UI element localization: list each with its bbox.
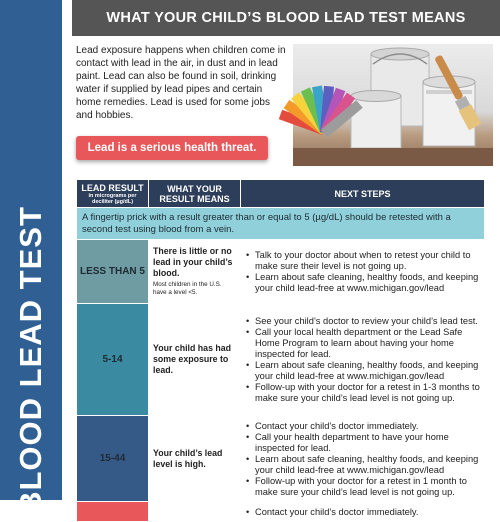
health-threat-badge [76,136,268,160]
table-row [77,416,485,502]
column-header-lead-result-unit: in micrograms per deciliter (µg/dL) [88,192,137,205]
intro-paragraph: Lead exposure happens when children come in contact with lead in the air, in dust and in lead paint. Lead can also be found in soil, drinking water if supplied by lead pipes and certain home remedies. Lead is used for some jobs and hobbies. [76,45,286,121]
column-header-result-means: WHAT YOUR RESULT MEANS [149,180,241,208]
side-title: BLOOD LEAD TEST [13,206,48,514]
table-row [77,502,485,522]
list-item: • Call your health department to have your home inspected for lead. [245,432,480,454]
meaning-text: There is little or no lead in your child’s blood. [153,246,233,278]
list-item: • Contact your child’s doctor immediately. [245,507,480,518]
lead-results-table [76,179,485,522]
list-item: • Follow-up with your doctor for a retest in 1 month to make sure your child’s lead level is not going up. [245,476,480,498]
health-threat-text: Lead is a serious health threat. [87,142,257,154]
table-header-row [77,180,485,208]
next-steps-cell [241,416,485,502]
side-banner [0,0,62,514]
list-item: • Learn about safe cleaning, healthy foods, and keeping your child lead-free at www.michigan.gov/lead [245,360,480,382]
column-header-next-steps: NEXT STEPS [241,180,485,208]
page-header [62,0,500,36]
next-steps-cell [241,304,485,416]
list-item: • Call your local health department or the Lead Safe Home Program to learn about having your home inspected for lead. [245,327,480,360]
list-item: • Follow-up with your doctor for a retest in 1-3 months to make sure your child’s lead level is not going up. [245,382,480,404]
column-header-lead-result-label: LEAD RESULT [81,182,144,193]
meaning-cell [149,502,241,522]
meaning-cell [149,416,241,502]
level-cell: 5-14 [77,304,149,416]
level-cell: 15-44 [77,416,149,502]
paint-cans-swatches-brush-icon [293,44,493,166]
meaning-note: Most children in the U.S. have a level <5. [153,281,222,296]
list-item: • Contact your child’s doctor immediately. [245,421,480,432]
table-row [77,240,485,304]
meaning-cell [149,240,241,304]
retest-note: A fingertip prick with a result greater than or equal to 5 (µg/dL) should be retested with a second test using blood from a vein. [77,208,485,240]
table-row [77,304,485,416]
meaning-text: Your child’s lead level is high. [153,447,223,469]
meaning-cell [149,304,241,416]
list-item: • Talk to your doctor about when to retest your child to make sure their level is not going up. [245,250,480,272]
page-title: WHAT YOUR CHILD’S BLOOD LEAD TEST MEANS [106,10,466,26]
list-item: • Learn about safe cleaning, healthy foods, and keeping your child lead-free at www.michigan.gov/lead [245,454,480,476]
level-cell: LESS THAN 5 [77,240,149,304]
column-header-lead-result [77,180,149,208]
meaning-text: Your child has had some exposure to lead. [153,343,232,375]
level-cell [77,502,149,522]
list-item: • See your child’s doctor to review your child’s lead test. [245,316,480,327]
list-item: • Learn about safe cleaning, healthy foods, and keeping your child lead-free at www.michigan.gov/lead [245,272,480,294]
next-steps-cell [241,502,485,522]
next-steps-cell [241,240,485,304]
retest-note-row [77,208,485,240]
